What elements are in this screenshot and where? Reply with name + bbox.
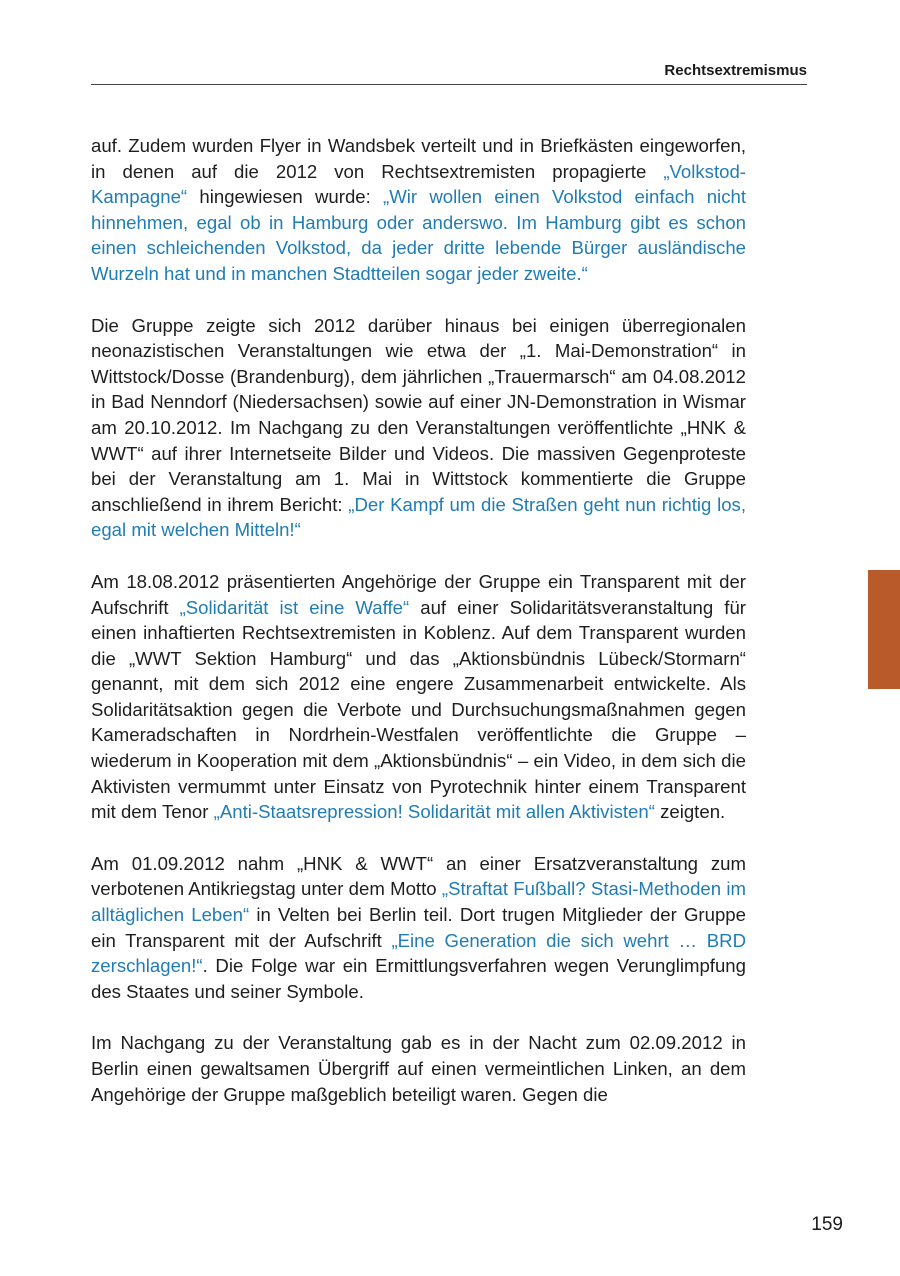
text-run: zeigten. <box>654 801 726 823</box>
quote-run: „Wir wollen einen Volkstod einfach nicht hinnehmen, egal ob in Hamburg oder anderswo. Im Hamburg gibt es schon einen schleichenden Volkstod, da jeder dritte lebende Bürger ausländische Wurzeln hat und in manchen Stadtteilen sogar jeder zweite.“ <box>91 186 746 284</box>
text-run: auf einer Solidaritätsveranstaltung für einen inhaftierten Rechtsextremisten in Koblenz. Auf dem Transparent wurden die „WWT Sektion Hamburg“ und das „Aktionsbündnis Lübeck/​Stormarn“ genannt, mit dem sich 2012 eine engere Zusammenarbeit entwickelte. Als Solidaritätsaktion gegen die Verbote und Durchsuchungsmaßnahmen gegen Kameradschaften in Nordrhein-Westfalen veröffentlichte die Gruppe – wiederum in Kooperation mit dem „Aktionsbündnis“ – ein Video, in dem sich die Aktivisten vermummt unter Einsatz von Pyrotechnik hinter einem Transparent mit dem Tenor <box>91 596 746 823</box>
page-number: 159 <box>811 1214 843 1235</box>
quote-run: „Der Kampf um die Straßen geht nun richtig los, egal mit welchen Mitteln!“ <box>91 493 747 541</box>
paragraph <box>91 133 746 287</box>
running-header <box>91 60 807 85</box>
text-run: Die Gruppe zeigte sich 2012 darüber hinaus bei einigen überregionalen neonazistischen Veranstaltungen wie etwa der „1. Mai-Demonstration“ in Wittstock/Dosse (Brandenburg), dem jährlichen „Trauermarsch“ am 04.08.2012 in Bad Nenndorf (Niedersachsen) sowie auf einer JN-Demonstration in Wismar am 20.10.2012. Im Nachgang zu den Veranstaltungen veröffentlichte „HNK & WWT“ auf ihrer Internetseite Bilder und Videos. Die massiven Gegenproteste bei der Veranstaltung am 1. Mai in Wittstock kommentierte die Gruppe anschließend in ihrem Bericht: <box>91 314 746 515</box>
quote-run: „Eine Generation die sich wehrt … BRD zerschlagen!“ <box>91 929 746 977</box>
paragraph <box>91 569 746 825</box>
quote-run: „Anti-Staatsrepression! Solidarität mit allen Aktivisten“ <box>213 801 655 823</box>
text-run: auf. Zudem wurden Flyer in Wandsbek verteilt und in Briefkästen eingeworfen, in denen auf die 2012 von Rechtsextremisten propagierte <box>91 135 746 182</box>
chapter-side-tab <box>868 570 900 689</box>
paragraph <box>91 313 746 543</box>
quote-run: „Volkstod-Kampagne“ <box>91 160 746 208</box>
text-run: Im Nachgang zu der Veranstaltung gab es in der Nacht zum 02.09.2012 in Berlin einen gewaltsamen Übergriff auf einen vermeintlichen Linken, an dem Angehörige der Gruppe maßgeblich beteiligt waren. Gegen die <box>91 1032 746 1105</box>
header-title: Rechtsextremismus <box>664 62 807 79</box>
body-text <box>91 133 746 1133</box>
quote-run: „Straftat Fußball? Stasi-Methoden im alltäglichen Leben“ <box>91 878 746 926</box>
text-run: Am 01.09.2012 nahm „HNK & WWT“ an einer Ersatzveranstaltung zum verbotenen Antikriegstag unter dem Motto <box>91 852 746 900</box>
text-run: Am 18.08.2012 präsentierten Angehörige der Gruppe ein Transparent mit der Aufschrift <box>91 570 746 618</box>
text-run: in Velten bei Berlin teil. Dort trugen Mitglieder der Gruppe ein Transparent mit der Aufschrift <box>91 904 746 951</box>
quote-run: „Solidarität ist eine Waffe“ <box>179 596 410 618</box>
paragraph <box>91 1030 746 1107</box>
paragraph <box>91 851 746 1005</box>
text-run: . Die Folge war ein Ermittlungsverfahren wegen Verunglimpfung des Staates und seiner Symbole. <box>91 955 746 1002</box>
text-run: hingewiesen wurde: <box>187 186 384 208</box>
